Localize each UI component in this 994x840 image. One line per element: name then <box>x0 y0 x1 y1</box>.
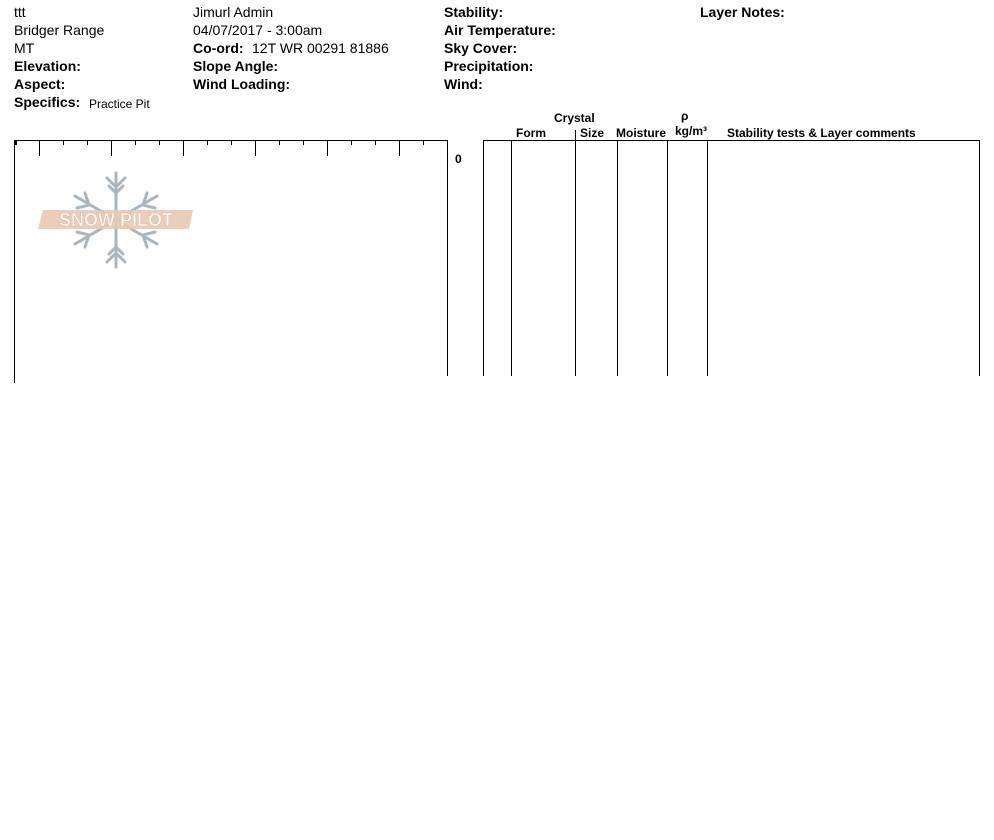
elevation-label: Elevation: <box>14 58 81 74</box>
snow-pilot-logo <box>37 170 195 270</box>
moisture-header: Moisture <box>616 126 667 140</box>
snowflake-icon <box>37 170 195 270</box>
logo-text: SNOW PILOT <box>59 210 173 230</box>
size-header: Size <box>580 126 605 140</box>
air-temperature-label: Air Temperature: <box>444 22 556 38</box>
density-unit-header: kg/m³ <box>675 124 708 138</box>
observer-name: Jimurl Admin <box>193 4 274 20</box>
pit-name: ttt <box>14 4 26 20</box>
wind-loading-label: Wind Loading: <box>193 76 291 92</box>
state-name: MT <box>14 40 35 56</box>
sky-cover-label: Sky Cover: <box>444 40 518 56</box>
depth-zero-label: 0 <box>455 152 462 166</box>
precipitation-label: Precipitation: <box>444 58 534 74</box>
stability-label: Stability: <box>444 4 504 20</box>
coord-value: 12T WR 00291 81886 <box>252 40 389 56</box>
observation-datetime: 04/07/2017 - 3:00am <box>193 22 323 38</box>
specifics-value: Practice Pit <box>89 97 150 111</box>
range-name: Bridger Range <box>14 22 105 38</box>
coord-label: Co-ord: <box>193 40 244 56</box>
layer-notes-label: Layer Notes: <box>700 4 785 20</box>
wind-label: Wind: <box>444 76 483 92</box>
comments-header: Stability tests & Layer comments <box>727 126 916 140</box>
aspect-label: Aspect: <box>14 76 66 92</box>
specifics-label: Specifics: <box>14 94 81 110</box>
form-header: Form <box>516 126 546 140</box>
rho-header: ρ <box>681 109 689 123</box>
crystal-header: Crystal <box>554 111 595 125</box>
slope-angle-label: Slope Angle: <box>193 58 279 74</box>
